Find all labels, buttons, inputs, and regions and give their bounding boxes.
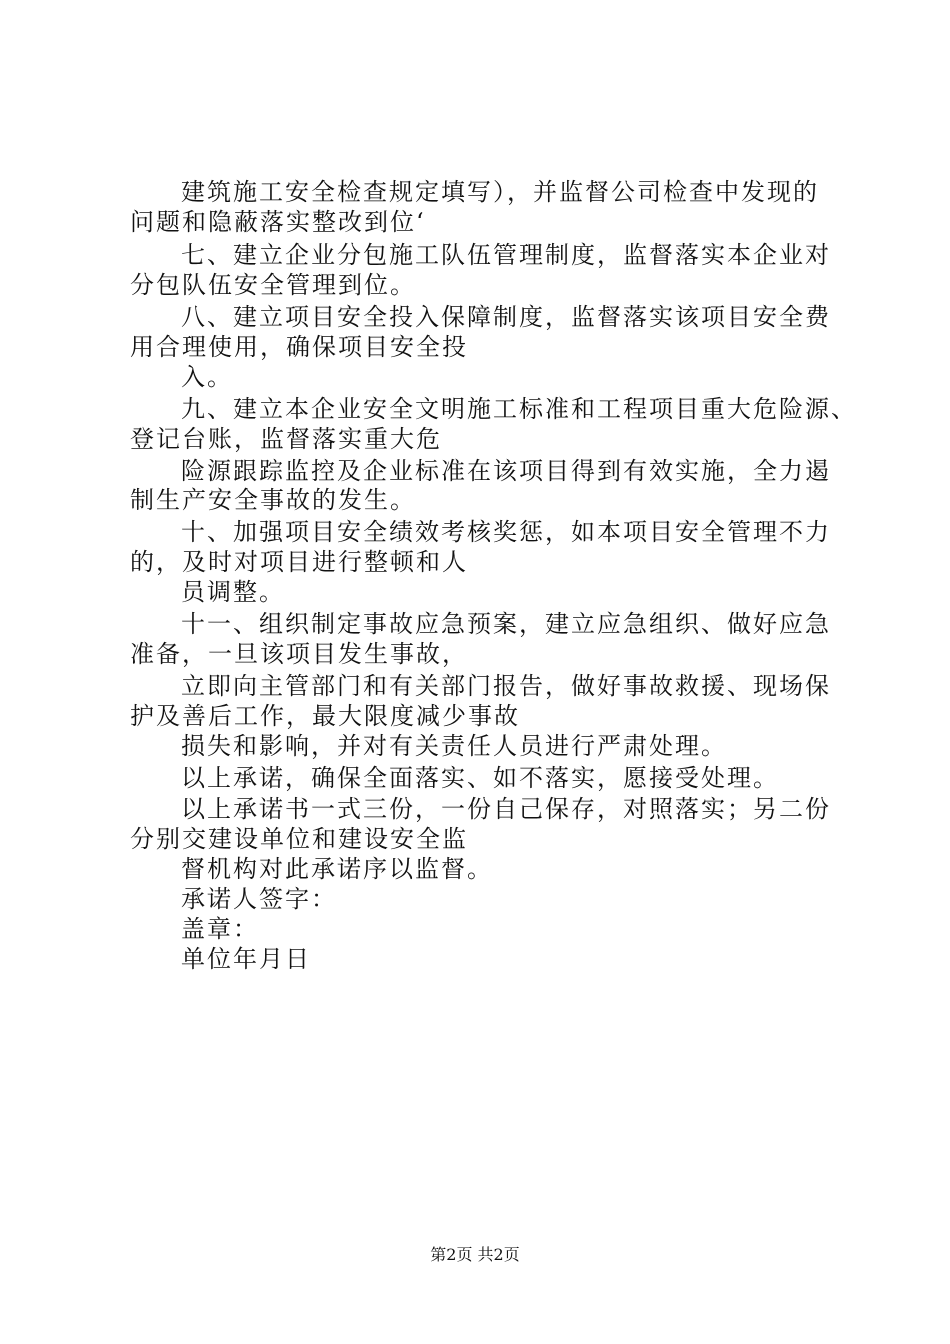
text-line: 建筑施工安全检查规定填写），并监督公司检查中发现的 — [181, 178, 819, 206]
text-line: 十、加强项目安全绩效考核奖惩，如本项目安全管理不力 — [181, 518, 831, 546]
text-line: 十一、组织制定事故应急预案，建立应急组织、做好应急 — [181, 610, 831, 638]
text-line: 损失和影响，并对有关责任人员进行严肃处理。 — [181, 732, 727, 760]
text-line: 问题和隐蔽落实整改到位‘ — [130, 208, 426, 236]
text-line: 以上承诺书一式三份，一份自己保存，对照落实；另二份 — [181, 795, 831, 823]
text-line: 的，及时对项目进行整顿和人 — [130, 548, 468, 576]
text-line: 制生产安全事故的发生。 — [130, 486, 416, 514]
page-number-footer: 第2页 共2页 — [430, 1245, 520, 1264]
text-line: 分包队伍安全管理到位。 — [130, 271, 416, 299]
text-line: 八、建立项目安全投入保障制度，监督落实该项目安全费 — [181, 303, 831, 331]
text-line: 用合理使用，确保项目安全投 — [130, 333, 468, 361]
date-line: 单位年月日 — [181, 945, 311, 973]
text-line: 登记台账，监督落实重大危 — [130, 425, 442, 453]
signature-label: 承诺人签字： — [181, 885, 337, 913]
text-line: 七、建立企业分包施工队伍管理制度，监督落实本企业对 — [181, 241, 831, 269]
text-line: 护及善后工作，最大限度减少事故 — [130, 702, 520, 730]
seal-label: 盖章： — [181, 915, 259, 943]
text-line: 九、建立本企业安全文明施工标准和工程项目重大危险源、 — [181, 395, 857, 423]
text-line: 督机构对此承诺序以监督。 — [181, 855, 493, 883]
text-line: 员调整。 — [181, 578, 285, 606]
text-line: 立即向主管部门和有关部门报告，做好事故救援、现场保 — [181, 672, 831, 700]
text-line: 以上承诺，确保全面落实、如不落实，愿接受处理。 — [181, 764, 779, 792]
text-line: 分别交建设单位和建设安全监 — [130, 825, 468, 853]
text-line: 准备，一旦该项目发生事故， — [130, 640, 468, 668]
text-line: 入。 — [181, 363, 233, 391]
text-line: 险源跟踪监控及企业标准在该项目得到有效实施，全力遏 — [181, 457, 831, 485]
